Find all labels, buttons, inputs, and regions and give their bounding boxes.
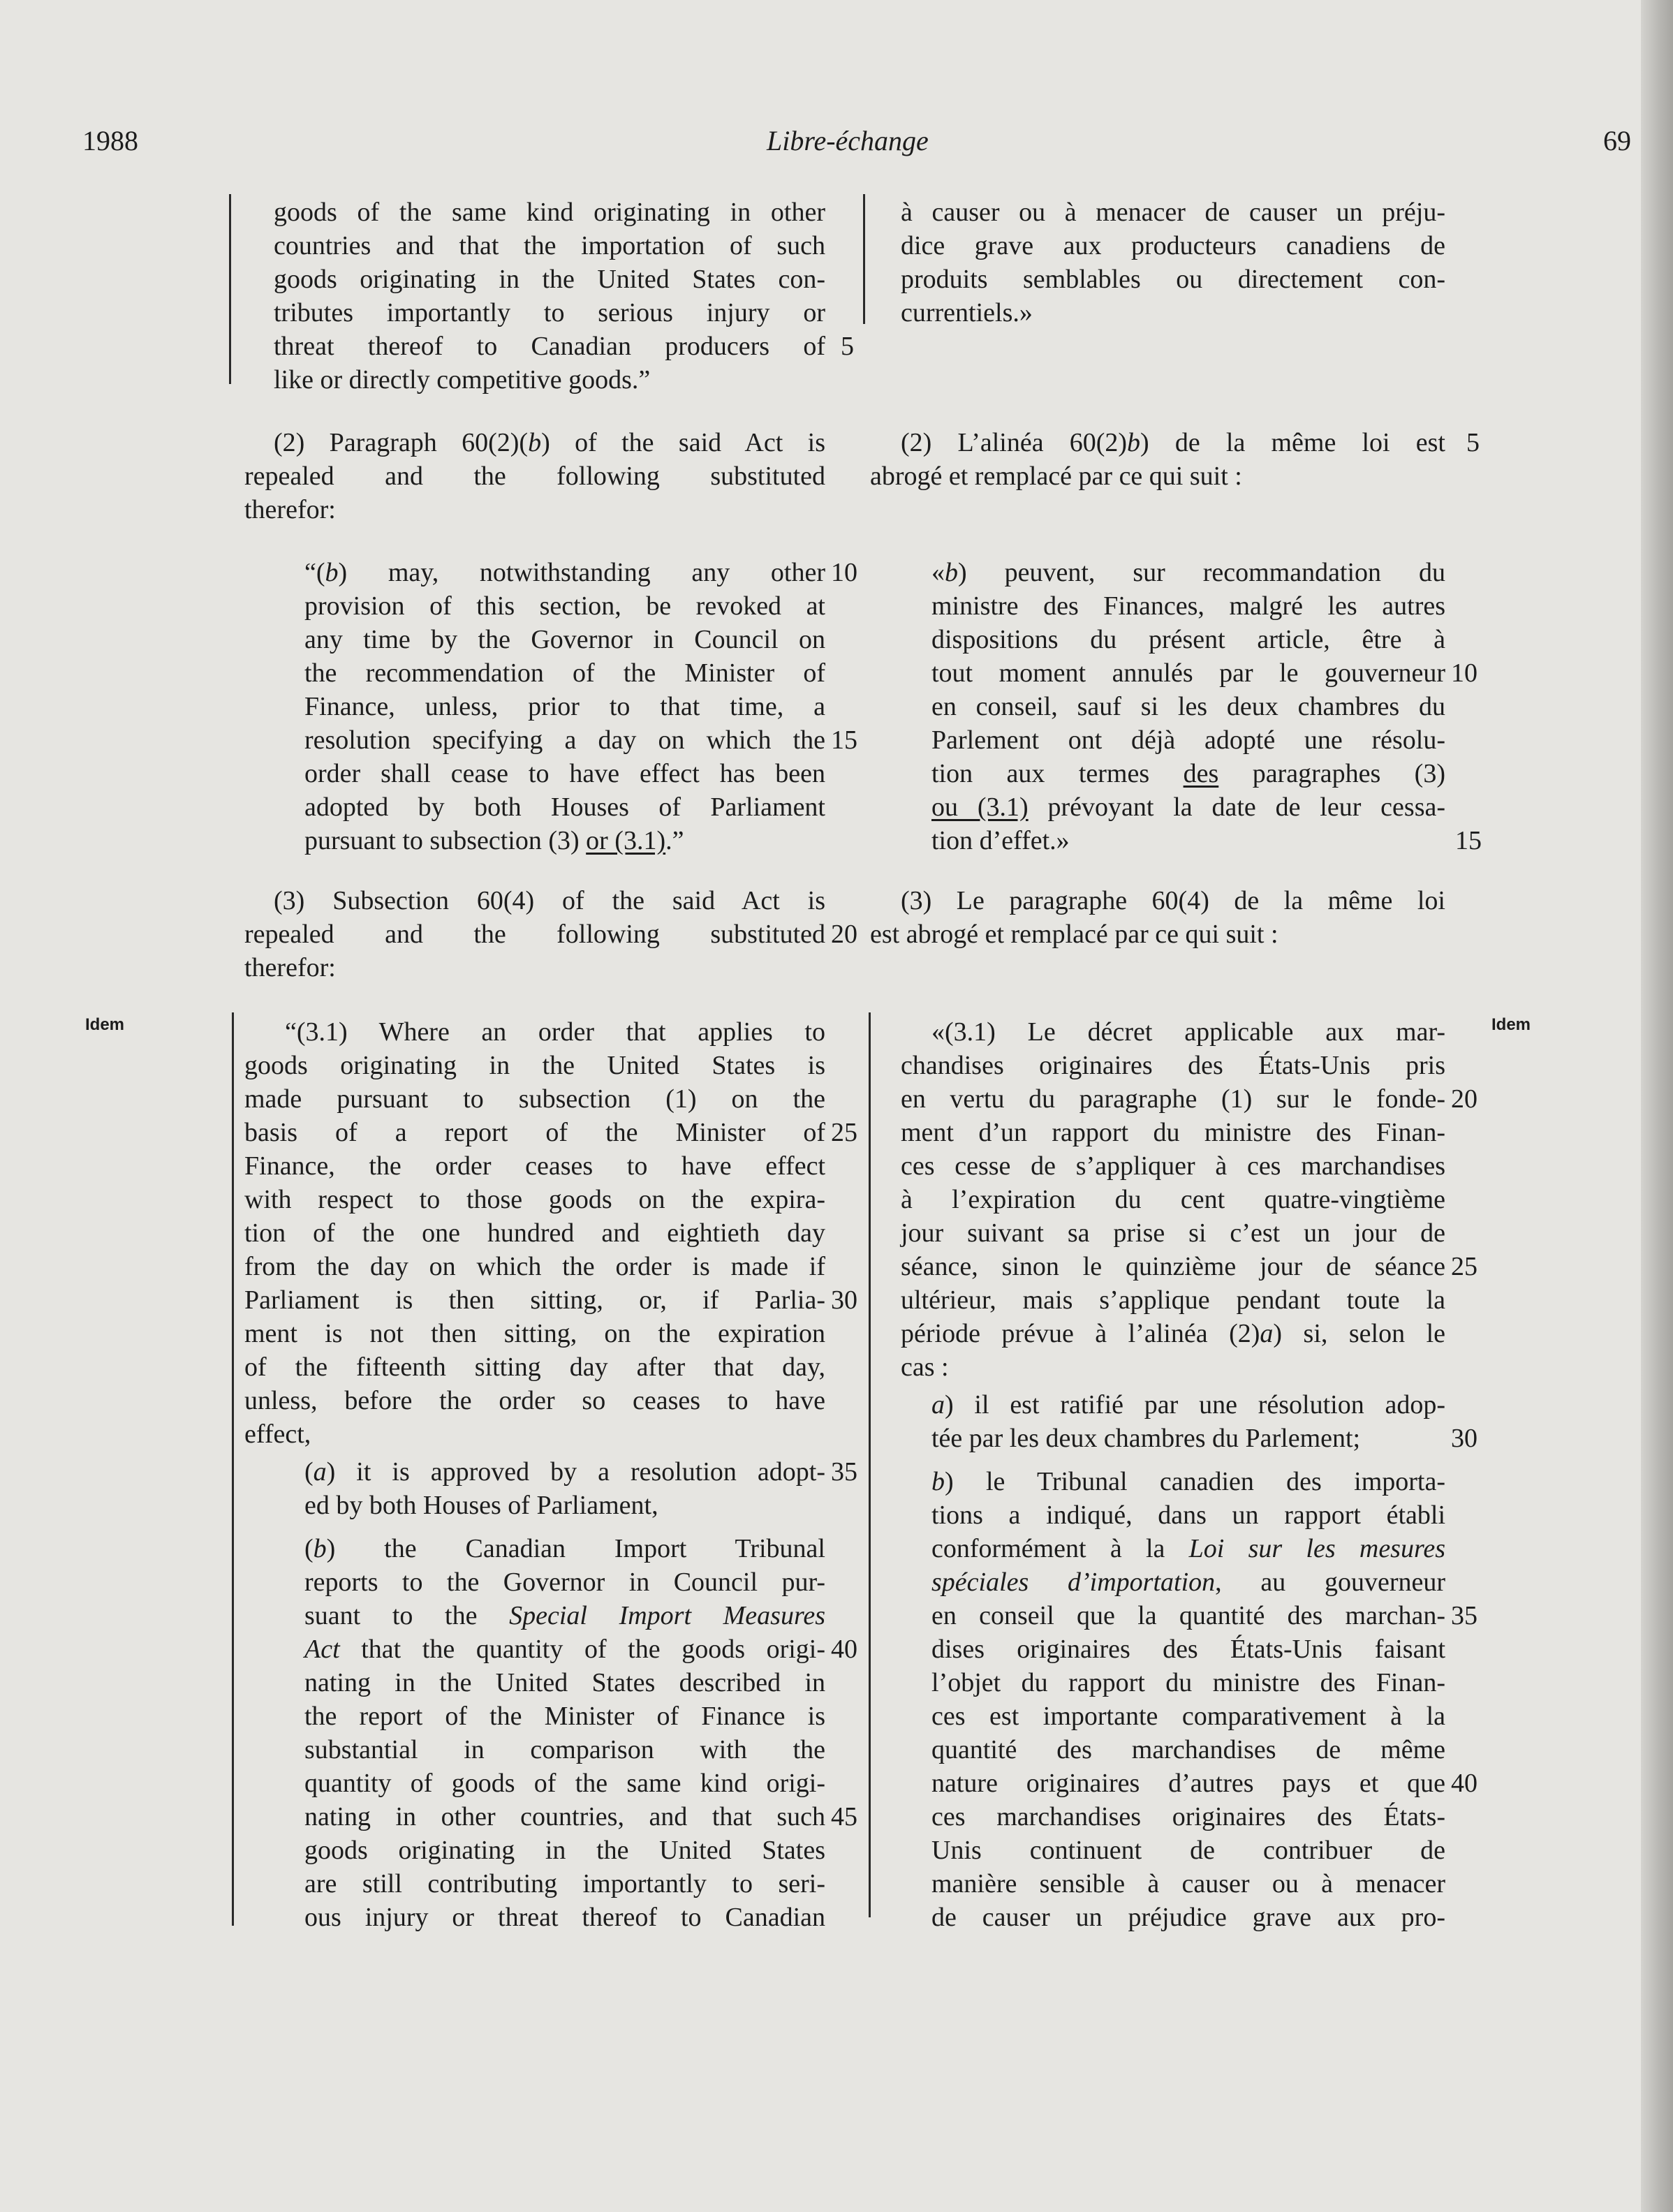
line-number-fr: 20	[1451, 1084, 1477, 1114]
fr-quote-b	[931, 556, 1445, 857]
text-line: en vertu du paragraphe (1) sur le fonde-	[901, 1084, 1445, 1114]
en-paragraph-2	[244, 426, 825, 526]
text-line: jour suivant sa prise si c’est un jour de	[901, 1218, 1445, 1248]
line-number-en: 30	[831, 1285, 857, 1315]
text-line: quantity of goods of the same kind origi-	[304, 1769, 825, 1798]
text-line: b) le Tribunal canadien des importa-	[931, 1467, 1445, 1496]
fr-paragraph-2	[870, 426, 1445, 493]
text-line: goods originating in the United States is	[244, 1051, 825, 1080]
text-line: nating in the United States described in	[304, 1668, 825, 1697]
text-line: any time by the Governor in Council on	[304, 625, 825, 654]
line-number-en: 20	[831, 920, 857, 949]
text-line: (2) Paragraph 60(2)(b) of the said Act is	[274, 428, 825, 457]
text-line: Finance, unless, prior to that time, a	[304, 692, 825, 721]
text-line: goods originating in the United States con-	[274, 265, 825, 294]
text-line: de causer un préjudice grave aux pro-	[931, 1903, 1445, 1932]
text-line: dice grave aux producteurs canadiens de	[901, 231, 1445, 260]
text-line: séance, sinon le quinzième jour de séance	[901, 1252, 1445, 1281]
text-line: est abrogé et remplacé par ce qui suit :	[870, 920, 1278, 949]
text-line: ultérieur, mais s’applique pendant toute la	[901, 1285, 1445, 1315]
text-line: dispositions du présent article, être à	[931, 625, 1445, 654]
text-line: like or directly competitive goods.”	[274, 365, 651, 395]
text-line: tion of the one hundred and eightieth day	[244, 1218, 825, 1248]
change-bar-right-bottom	[869, 1012, 871, 1917]
text-line: ous injury or threat thereof to Canadian	[304, 1903, 825, 1932]
en-paragraph-3	[244, 884, 825, 985]
text-line: order shall cease to have effect has been	[304, 759, 825, 788]
text-line: countries and that the importation of such	[274, 231, 825, 260]
text-line: Finance, the order ceases to have effect	[244, 1151, 825, 1181]
text-line: ed by both Houses of Parliament,	[304, 1491, 658, 1520]
text-line: threat thereof to Canadian producers of	[274, 332, 825, 361]
text-line: suant to the Special Import Measures	[304, 1601, 825, 1630]
text-line: tion aux termes des paragraphes (3)	[931, 759, 1445, 788]
text-line: à causer ou à menacer de causer un préju-	[901, 198, 1445, 227]
text-line: a) il est ratifié par une résolution adop-	[931, 1390, 1445, 1420]
text-line: therefor:	[244, 953, 336, 982]
fr-subsection-3-1	[901, 1015, 1445, 1384]
text-line: reports to the Governor in Council pur-	[304, 1568, 825, 1597]
change-bar-left-bottom	[232, 1012, 234, 1926]
fr-item-b	[931, 1465, 1445, 1934]
text-line: cas :	[901, 1352, 949, 1382]
text-line: Parliament is then sitting, or, if Parlia-	[244, 1285, 825, 1315]
en-continuation	[274, 196, 825, 397]
text-line: “(3.1) Where an order that applies to	[285, 1017, 825, 1047]
text-line: (2) L’alinéa 60(2)b) de la même loi est	[901, 428, 1445, 457]
text-line: ces marchandises originaires des États-	[931, 1802, 1445, 1831]
line-number-fr: 5	[1466, 428, 1480, 457]
text-line: with respect to those goods on the expira-	[244, 1185, 825, 1214]
line-number-en: 15	[831, 725, 857, 755]
text-line: conformément à la Loi sur les mesures	[931, 1534, 1446, 1563]
fr-item-a	[931, 1388, 1445, 1455]
text-line: are still contributing importantly to seri-	[304, 1869, 825, 1898]
line-number-en: 35	[831, 1457, 857, 1487]
text-line: dises originaires des États-Unis faisant	[931, 1635, 1445, 1664]
line-number-fr: 25	[1451, 1252, 1477, 1281]
line-number-en: 25	[831, 1118, 857, 1147]
text-line: Act that the quantity of the goods origi-	[304, 1635, 825, 1664]
en-item-b	[304, 1532, 825, 1934]
text-line: Unis continuent de contribuer de	[931, 1836, 1445, 1865]
text-line: ou (3.1) prévoyant la date de leur cessa-	[931, 792, 1446, 822]
line-number-en: 10	[831, 558, 857, 587]
text-line: à l’expiration du cent quatre-vingtième	[901, 1185, 1445, 1214]
text-line: (3) Le paragraphe 60(4) de la même loi	[901, 886, 1445, 915]
text-line: made pursuant to subsection (1) on the	[244, 1084, 825, 1114]
text-line: ces cesse de s’appliquer à ces marchandises	[901, 1151, 1445, 1181]
text-line: (a) it is approved by a resolution adopt-	[304, 1457, 825, 1487]
fr-paragraph-3	[870, 884, 1445, 951]
text-line: «b) peuvent, sur recommandation du	[931, 558, 1445, 587]
text-line: ment is not then sitting, on the expiration	[244, 1319, 825, 1348]
en-quote-b	[304, 556, 825, 857]
text-line: tributes importantly to serious injury or	[274, 298, 825, 327]
text-line: (b) the Canadian Import Tribunal	[304, 1534, 825, 1563]
text-line: en conseil, sauf si les deux chambres du	[931, 692, 1445, 721]
change-bar-left-top	[229, 194, 231, 384]
text-line: tée par les deux chambres du Parlement;	[931, 1424, 1361, 1453]
text-line: the report of the Minister of Finance is	[304, 1702, 825, 1731]
en-subsection-3-1	[244, 1015, 825, 1451]
text-line: adopted by both Houses of Parliament	[304, 792, 825, 822]
text-line: substantial in comparison with the	[304, 1735, 825, 1764]
text-line: goods of the same kind originating in other	[274, 198, 825, 227]
line-number-fr: 30	[1451, 1424, 1477, 1453]
text-line: unless, before the order so ceases to have	[244, 1386, 825, 1415]
header-title: Libre-échange	[767, 125, 929, 156]
page-edge-shadow	[1641, 0, 1673, 2212]
text-line: goods originating in the United States	[304, 1836, 825, 1865]
line-number-fr: 15	[1455, 826, 1482, 855]
text-line: the recommendation of the Minister of	[304, 658, 825, 688]
text-line: manière sensible à causer ou à menacer	[931, 1869, 1445, 1898]
text-line: from the day on which the order is made if	[244, 1252, 825, 1281]
text-line: repealed and the following substituted	[244, 462, 825, 491]
text-line: abrogé et remplacé par ce qui suit :	[870, 462, 1242, 491]
text-line: l’objet du rapport du ministre des Finan-	[931, 1668, 1445, 1697]
header-year: 1988	[82, 125, 138, 156]
text-line: Parlement ont déjà adopté une résolu-	[931, 725, 1445, 755]
margin-note-left: Idem	[85, 1015, 125, 1034]
text-line: effect,	[244, 1420, 311, 1449]
text-line: «(3.1) Le décret applicable aux mar-	[931, 1017, 1445, 1047]
en-item-a	[304, 1455, 825, 1522]
text-line: of the fifteenth sitting day after that day,	[244, 1352, 825, 1382]
text-line: therefor:	[244, 495, 336, 524]
text-line: ministre des Finances, malgré les autres	[931, 591, 1445, 621]
line-number-en: 5	[841, 332, 854, 361]
text-line: “(b) may, notwithstanding any other	[304, 558, 825, 587]
line-number-fr: 10	[1451, 658, 1477, 688]
text-line: repealed and the following substituted	[244, 920, 825, 949]
line-number-en: 40	[831, 1635, 857, 1664]
text-line: (3) Subsection 60(4) of the said Act is	[274, 886, 825, 915]
margin-note-right: Idem	[1491, 1015, 1531, 1034]
text-line: tions a indiqué, dans un rapport établi	[931, 1501, 1445, 1530]
text-line: resolution specifying a day on which the	[304, 725, 825, 755]
line-number-fr: 40	[1451, 1769, 1477, 1798]
line-number-fr: 35	[1451, 1601, 1477, 1630]
header-page-number: 69	[1603, 125, 1631, 156]
line-number-en: 45	[831, 1802, 857, 1831]
text-line: chandises originaires des États-Unis pris	[901, 1051, 1445, 1080]
text-line: pursuant to subsection (3) or (3.1).”	[304, 826, 684, 855]
text-line: nature originaires d’autres pays et que	[931, 1769, 1445, 1798]
text-line: ment d’un rapport du ministre des Finan-	[901, 1118, 1445, 1147]
text-line: nating in other countries, and that such	[304, 1802, 825, 1831]
text-line: quantité des marchandises de même	[931, 1735, 1445, 1764]
text-line: basis of a report of the Minister of	[244, 1118, 825, 1147]
text-line: tion d’effet.»	[931, 826, 1070, 855]
text-line: provision of this section, be revoked at	[304, 591, 825, 621]
fr-continuation	[901, 196, 1445, 330]
text-line: spéciales d’importation, au gouverneur	[931, 1568, 1445, 1597]
text-line: produits semblables ou directement con-	[901, 265, 1445, 294]
text-line: tout moment annulés par le gouverneur	[931, 658, 1445, 688]
text-line: période prévue à l’alinéa (2)a) si, selon le	[901, 1319, 1445, 1348]
text-line: en conseil que la quantité des marchan-	[931, 1601, 1445, 1630]
change-bar-right-top	[863, 194, 865, 324]
text-line: ces est importante comparativement à la	[931, 1702, 1445, 1731]
text-line: currentiels.»	[901, 298, 1033, 327]
